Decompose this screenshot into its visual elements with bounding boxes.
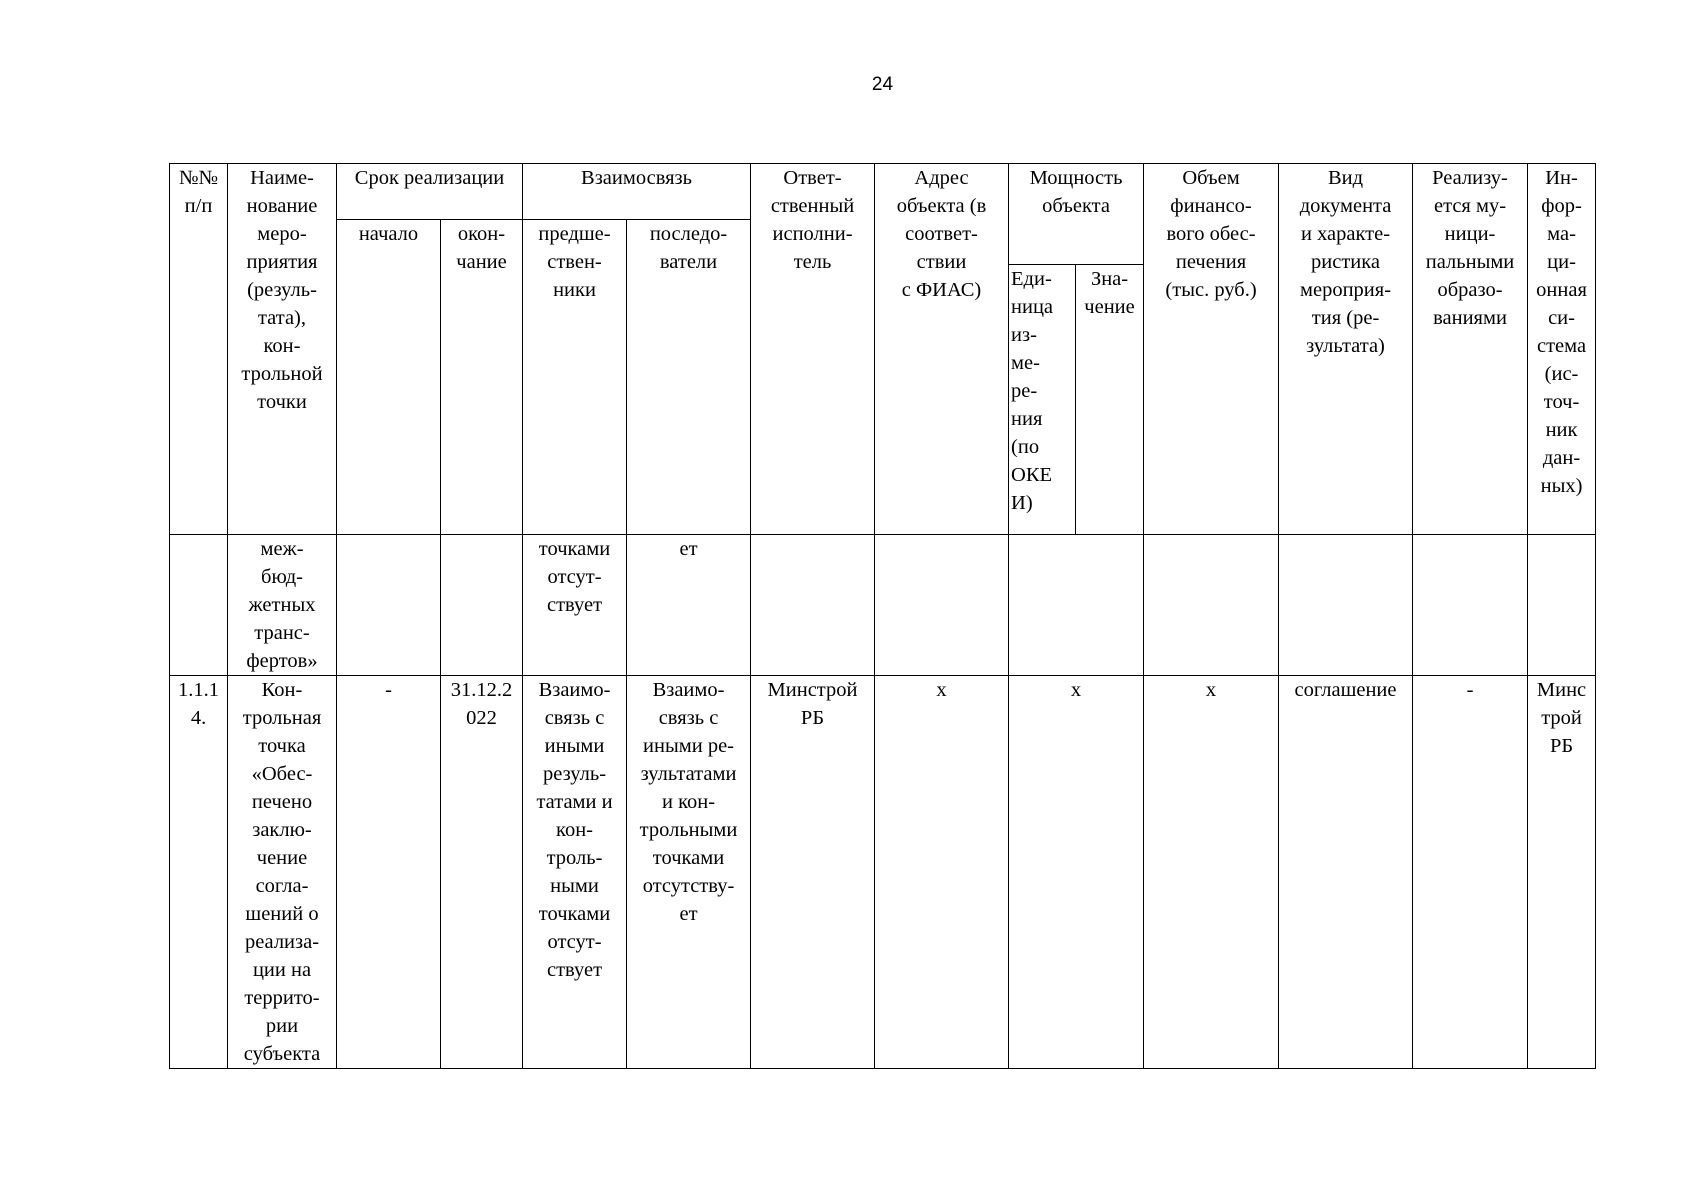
cell-pred: точками отсут- ствует — [523, 535, 627, 676]
header-period-start: начало — [337, 220, 441, 535]
plan-table — [169, 163, 1596, 1069]
table-row — [170, 535, 1596, 676]
header-address: Адрес объекта (в соответ- ствии с ФИАС) — [875, 164, 1009, 535]
header-relation: Взаимосвязь — [523, 164, 751, 220]
header-responsible: Ответ- ственный исполни- тель — [751, 164, 875, 535]
cell-municipal: - — [1413, 676, 1528, 1069]
header-capacity: Мощность объекта — [1009, 164, 1144, 265]
header-row-1 — [170, 164, 1596, 220]
cell-num — [170, 535, 228, 676]
cell-next: Взаимо- связь с иными ре- зультатами и кон- трольными точками отсутству- ет — [627, 676, 751, 1069]
header-capacity-value: Зна- чение — [1076, 265, 1144, 535]
header-info-system: Ин- фор- ма- ци- онная си- стема (ис- точ- ник дан- ных) — [1528, 164, 1596, 535]
header-municipal: Реализу- ется му- ници- пальными образо- ваниями — [1413, 164, 1528, 535]
cell-address — [875, 535, 1009, 676]
cell-pred: Взаимо- связь с иными резуль- татами и кон- троль- ными точками отсут- ствует — [523, 676, 627, 1069]
cell-start: - — [337, 676, 441, 1069]
cell-finance — [1144, 535, 1279, 676]
header-num: №№ п/п — [170, 164, 228, 535]
header-name: Наиме- нование меро- приятия (резуль- тата), кон- трольной точки — [228, 164, 337, 535]
cell-start — [337, 535, 441, 676]
header-period: Срок реализации — [337, 164, 523, 220]
header-relation-next: последо- ватели — [627, 220, 751, 535]
header-relation-pred: предше- ствен- ники — [523, 220, 627, 535]
cell-finance: х — [1144, 676, 1279, 1069]
cell-doc-type — [1279, 535, 1413, 676]
cell-next: ет — [627, 535, 751, 676]
cell-municipal — [1413, 535, 1528, 676]
table-row — [170, 676, 1596, 1069]
cell-capacity — [1009, 535, 1144, 676]
cell-address: х — [875, 676, 1009, 1069]
header-doc-type: Вид документа и характе- ристика мероприя- тия (ре- зультата) — [1279, 164, 1413, 535]
cell-end — [441, 535, 523, 676]
cell-responsible: Минстрой РБ — [751, 676, 875, 1069]
header-capacity-unit: Еди- ница из- ме- ре- ния (по ОКЕ И) — [1009, 265, 1076, 535]
cell-end: 31.12.2 022 — [441, 676, 523, 1069]
cell-capacity: х — [1009, 676, 1144, 1069]
cell-num: 1.1.1 4. — [170, 676, 228, 1069]
cell-doc-type: соглашение — [1279, 676, 1413, 1069]
cell-info-system — [1528, 535, 1596, 676]
header-finance: Объем финансо- вого обес- печения (тыс. руб.) — [1144, 164, 1279, 535]
plan-table-container — [169, 163, 1596, 1069]
page-number: 24 — [871, 74, 894, 95]
cell-name: меж- бюд- жетных транс- фертов» — [228, 535, 337, 676]
cell-responsible — [751, 535, 875, 676]
cell-name: Кон- трольная точка «Обес- печено заклю- чение согла- шений о реализа- ции на террито- рии субъекта — [228, 676, 337, 1069]
header-period-end: окон- чание — [441, 220, 523, 535]
cell-info-system: Минс трой РБ — [1528, 676, 1596, 1069]
